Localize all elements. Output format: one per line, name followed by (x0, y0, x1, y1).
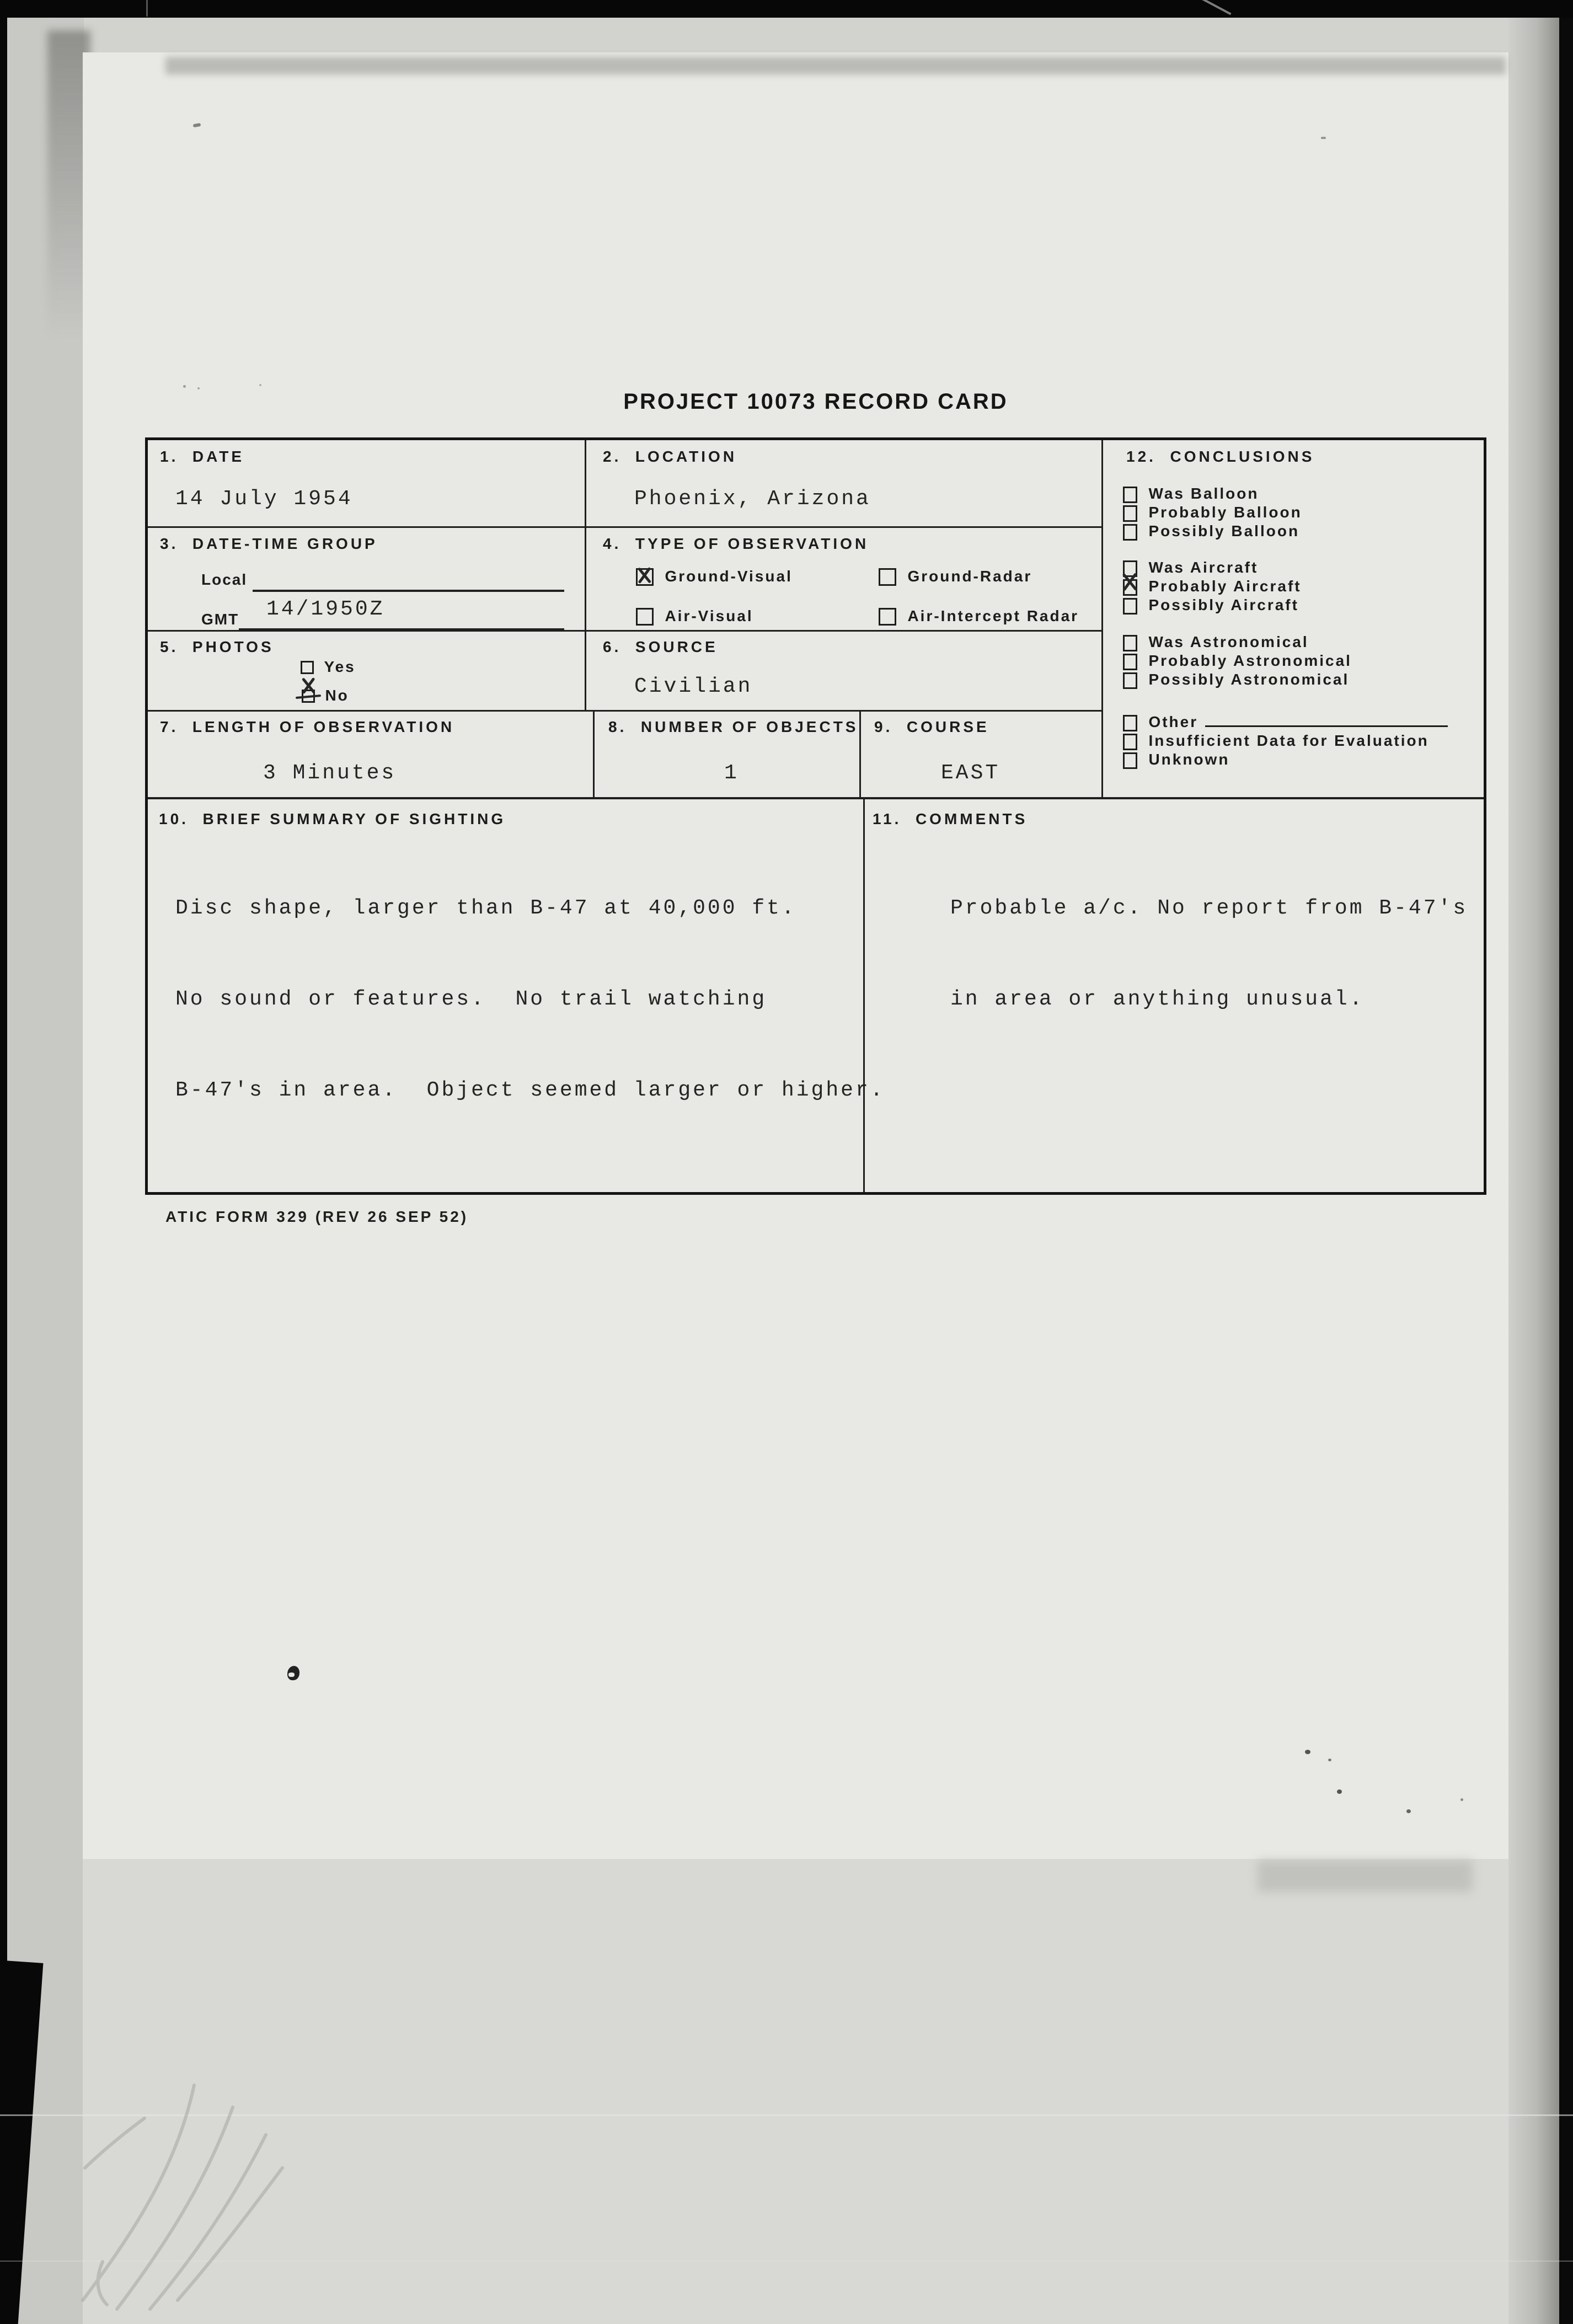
scan-speck (1328, 1759, 1331, 1761)
checkbox-icon (636, 608, 654, 626)
checkbox-icon (1123, 752, 1137, 769)
conclusion-option: Possibly Aircraft (1123, 596, 1476, 615)
course-label: 9. COURSE (874, 718, 989, 735)
checkbox-icon (1123, 524, 1137, 541)
conclusion-option: Other (1123, 713, 1476, 731)
cell-conclusions (1103, 440, 1484, 799)
checkbox-icon (1123, 579, 1137, 596)
gmt-fill-line (239, 628, 564, 631)
local-fill-line (253, 590, 564, 592)
brief-summary-label: 10. BRIEF SUMMARY OF SIGHTING (159, 810, 506, 827)
checkbox-air-intercept-radar: Air-Intercept Radar (879, 607, 1079, 626)
strike-mark-icon (296, 694, 321, 699)
other-fill-line (1205, 722, 1448, 727)
scan-scratch-mark (146, 0, 148, 17)
cell-location (586, 440, 1103, 528)
source-value: Civilian (634, 675, 753, 698)
cell-type-of-observation (586, 528, 1103, 632)
checkbox-icon (1123, 635, 1137, 651)
location-value: Phoenix, Arizona (634, 487, 871, 511)
cell-length-of-observation (148, 712, 595, 799)
conclusion-option: Possibly Astronomical (1123, 670, 1476, 689)
source-label: 6. SOURCE (603, 638, 718, 655)
page-title: PROJECT 10073 RECORD CARD (623, 389, 1008, 414)
conclusion-option: Was Astronomical (1123, 633, 1476, 651)
photos-label: 5. PHOTOS (160, 638, 274, 655)
checkbox-icon (1123, 734, 1137, 750)
type-of-observation-label: 4. TYPE OF OBSERVATION (603, 535, 869, 552)
scan-right-band (1508, 17, 1559, 2324)
length-of-observation-value: 3 Minutes (263, 761, 397, 785)
conclusion-option: Possibly Balloon (1123, 522, 1476, 541)
x-mark-icon (635, 566, 651, 585)
number-of-objects-label: 8. NUMBER OF OBJECTS (608, 718, 859, 735)
cell-comments (865, 799, 1484, 1192)
checkbox-icon (302, 690, 315, 703)
conclusion-group-astronomical (1123, 633, 1476, 689)
comments-line: in area or anything unusual. (950, 987, 1365, 1011)
checkbox-icon (1123, 672, 1137, 689)
conclusion-group-aircraft (1123, 558, 1476, 615)
x-mark-icon (299, 676, 315, 695)
cell-date (148, 440, 586, 528)
summary-line: B-47's in area. Object seemed larger or higher. (175, 1078, 885, 1102)
conclusion-option: Probably Astronomical (1123, 651, 1476, 670)
conclusion-option: Was Aircraft (1123, 558, 1476, 577)
location-label: 2. LOCATION (603, 448, 737, 465)
scan-smudge (1258, 1860, 1473, 1892)
checkbox-icon (1123, 715, 1137, 731)
ink-blob-mark (287, 1666, 299, 1680)
checkbox-icon (1123, 505, 1137, 522)
checkbox-photos-no: No (302, 687, 349, 704)
cell-number-of-objects (595, 712, 861, 799)
summary-line: Disc shape, larger than B-47 at 40,000 ft. (175, 896, 796, 920)
conclusion-group-balloon (1123, 484, 1476, 541)
checkbox-icon (301, 661, 314, 674)
checkbox-icon (1123, 598, 1137, 615)
date-time-group-label: 3. DATE-TIME GROUP (160, 535, 378, 552)
brief-summary-text (175, 832, 885, 1166)
date-value: 14 July 1954 (175, 487, 353, 511)
comments-text (950, 832, 1468, 1075)
conclusion-option: Probably Aircraft (1123, 577, 1476, 596)
scan-speck (1460, 1798, 1463, 1801)
cell-course (861, 712, 1103, 799)
checkbox-icon (1123, 487, 1137, 503)
checkbox-ground-visual: Ground-Visual (636, 568, 793, 586)
conclusion-option: Unknown (1123, 750, 1476, 769)
course-value: EAST (941, 761, 1000, 785)
conclusion-group-other (1123, 713, 1476, 769)
cell-date-time-group (148, 528, 586, 632)
scan-speck (259, 384, 261, 386)
summary-line: No sound or features. No trail watching (175, 987, 767, 1011)
conclusion-option: Was Balloon (1123, 484, 1476, 503)
pencil-squiggles-decoration (50, 2002, 303, 2311)
checkbox-ground-radar: Ground-Radar (879, 568, 1032, 586)
scan-speck (1305, 1750, 1310, 1754)
form-number-footer: ATIC FORM 329 (REV 26 SEP 52) (165, 1208, 469, 1225)
record-card-table (145, 437, 1486, 1195)
checkbox-air-visual: Air-Visual (636, 607, 753, 626)
checkbox-icon (636, 568, 654, 586)
number-of-objects-value: 1 (724, 761, 739, 785)
page-edge-shadow-top (165, 57, 1506, 74)
checkbox-icon (879, 568, 896, 586)
gmt-value: 14/1950Z (266, 597, 385, 621)
checkbox-icon (1123, 654, 1137, 670)
local-label: Local (201, 571, 248, 588)
gmt-label: GMT (201, 611, 239, 628)
length-of-observation-label: 7. LENGTH OF OBSERVATION (160, 718, 455, 735)
cell-brief-summary (148, 799, 885, 1192)
conclusion-option: Probably Balloon (1123, 503, 1476, 522)
date-label: 1. DATE (160, 448, 245, 465)
scan-speck (1337, 1789, 1342, 1794)
cell-photos (148, 632, 586, 712)
scan-speck (1406, 1809, 1411, 1813)
scan-black-top-edge (0, 0, 1573, 18)
checkbox-icon (1123, 560, 1137, 577)
checkbox-icon (879, 608, 896, 626)
scan-speck (1321, 137, 1326, 139)
cell-source (586, 632, 1103, 712)
scan-speck (183, 385, 186, 388)
checkbox-photos-yes: Yes (301, 658, 356, 676)
conclusions-label: 12. CONCLUSIONS (1126, 448, 1315, 465)
comments-line: Probable a/c. No report from B-47's (950, 896, 1468, 920)
comments-label: 11. COMMENTS (873, 810, 1028, 827)
conclusion-option: Insufficient Data for Evaluation (1123, 731, 1476, 750)
